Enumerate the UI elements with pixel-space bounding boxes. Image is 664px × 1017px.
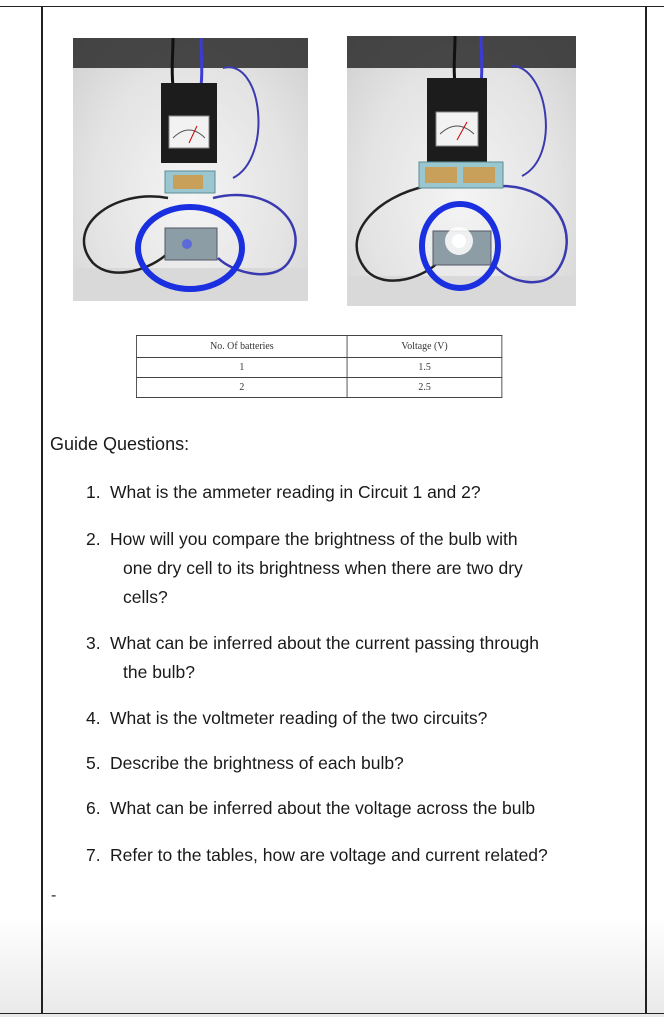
question-number: 1. [86,482,101,502]
list-item [86,749,646,778]
question-number: 2. [86,529,101,549]
table-cell: 1.5 [347,358,502,378]
page-border-bottom [0,1013,664,1014]
question-text: What can be inferred about the current passing through [110,633,540,653]
table-row [136,358,501,378]
table-header-row [136,336,501,358]
question-text: Describe the brightness of each bulb? [110,753,404,773]
circuit-1-photo [73,38,308,301]
question-number: 7. [86,845,101,865]
circuit-1-illustration [73,38,308,301]
list-item [86,794,646,823]
table-cell: 2 [136,378,347,398]
question-number: 3. [86,633,101,653]
table-cell: 1 [136,358,347,378]
question-text-continued: the bulb? [123,662,196,682]
list-item [86,629,646,687]
question-text: What can be inferred about the voltage across the bulb [110,798,536,818]
page-border-top [0,6,664,7]
question-text: Refer to the tables, how are voltage and current related? [110,845,548,865]
list-item [86,841,646,870]
table-row [136,378,501,398]
batteries-voltage-table [136,335,502,398]
table-cell: 2.5 [347,378,502,398]
guide-questions-list [86,478,646,870]
list-item [86,478,646,507]
page-bottom-shade [0,917,664,1017]
question-text-continued: one dry cell to its brightness when there are two dry [123,558,523,578]
question-text-continued: cells? [123,587,168,607]
table-header-batteries: No. Of batteries [136,336,347,358]
page-border-left [41,6,43,1014]
list-item [86,704,646,733]
question-number: 5. [86,753,101,773]
table-header-voltage: Voltage (V) [347,336,502,358]
list-item [86,525,646,612]
circuit-2-photo [347,36,576,306]
guide-questions-heading: Guide Questions: [50,434,190,454]
question-number: 6. [86,798,101,818]
question-text: What is the voltmeter reading of the two circuits? [110,708,488,728]
question-text: How will you compare the brightness of the bulb with [110,529,518,549]
question-text: What is the ammeter reading in Circuit 1 and 2? [110,482,481,502]
circuit-2-illustration [347,36,576,306]
trailing-dash: - [51,887,57,904]
question-number: 4. [86,708,101,728]
